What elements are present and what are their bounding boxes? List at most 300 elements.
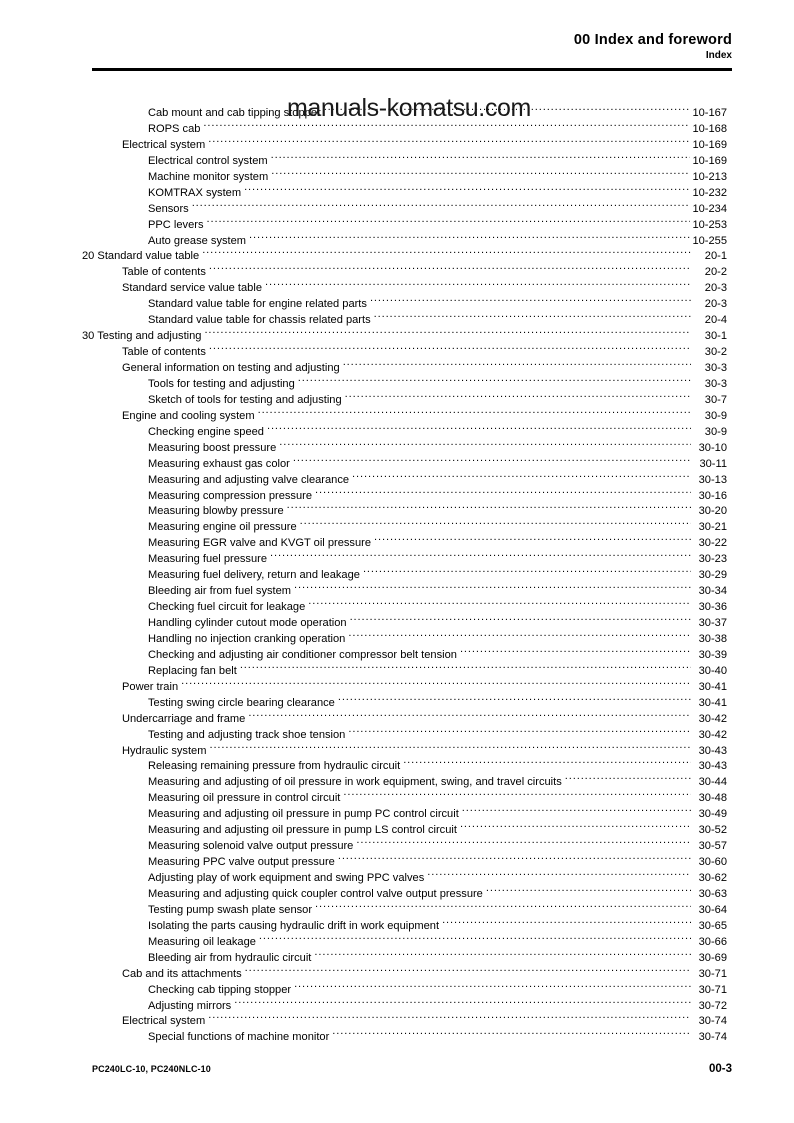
toc-entry[interactable] [0, 295, 794, 311]
toc-entry-label: Measuring and adjusting oil pressure in pump PC control circuit [148, 808, 459, 821]
toc-entry[interactable] [0, 359, 794, 375]
toc-leader-dots [352, 471, 691, 483]
toc-entry[interactable] [0, 152, 794, 168]
toc-entry-label: ROPS cab [148, 122, 201, 135]
toc-leader-dots [287, 502, 691, 514]
toc-entry-label: Measuring fuel delivery, return and leakage [148, 569, 360, 582]
toc-entry-page-number: 30-29 [698, 569, 727, 582]
toc-entry-page-number: 30-10 [698, 441, 727, 454]
toc-entry-page-number: 30-71 [698, 967, 727, 980]
toc-entry-inner [148, 630, 727, 646]
toc-entry-inner [148, 726, 727, 742]
toc-entry-label: Power train [122, 680, 179, 693]
toc-entry-page-number: 10-234 [692, 202, 727, 215]
toc-entry-label: Measuring fuel pressure [148, 553, 268, 566]
toc-entry[interactable] [0, 120, 794, 136]
toc-entry[interactable] [0, 104, 794, 120]
toc-leader-dots [343, 789, 691, 801]
toc-entry-inner [122, 407, 727, 423]
toc-entry[interactable] [0, 821, 794, 837]
toc-leader-dots [267, 423, 691, 435]
toc-entry-label: Measuring oil leakage [148, 935, 256, 948]
toc-entry-inner [148, 949, 727, 965]
toc-entry-inner [148, 853, 727, 869]
toc-entry-inner [148, 152, 727, 168]
toc-entry-label: PPC levers [148, 218, 204, 231]
toc-leader-dots [460, 646, 691, 658]
toc-entry-inner [148, 375, 727, 391]
toc-entry-page-number: 30-39 [698, 648, 727, 661]
toc-leader-dots [234, 997, 691, 1009]
toc-entry-label: Special functions of machine monitor [148, 1031, 330, 1044]
toc-leader-dots [338, 853, 691, 865]
toc-entry-label: Standard value table for chassis related parts [148, 314, 371, 327]
toc-entry-inner [148, 487, 727, 503]
toc-entry-page-number: 30-48 [698, 792, 727, 805]
toc-entry[interactable] [0, 1028, 794, 1044]
toc-leader-dots [332, 1028, 691, 1040]
toc-entry-label: Measuring EGR valve and KVGT oil pressure [148, 537, 372, 550]
toc-leader-dots [427, 869, 691, 881]
toc-entry-label: Standard service value table [122, 282, 262, 295]
toc-leader-dots [293, 455, 691, 467]
toc-leader-dots [314, 949, 691, 961]
toc-entry-page-number: 20-3 [704, 298, 727, 311]
toc-entry-label: Testing and adjusting track shoe tension [148, 728, 346, 741]
toc-entry-label: Tools for testing and adjusting [148, 377, 295, 390]
toc-entry-label: Sensors [148, 202, 189, 215]
header-title: 00 Index and foreword [573, 32, 732, 48]
toc-leader-dots [343, 359, 691, 371]
toc-entry-page-number: 30-3 [704, 377, 727, 390]
toc-entry-inner [122, 263, 727, 279]
toc-entry-inner [122, 965, 727, 981]
toc-entry[interactable] [0, 582, 794, 598]
toc-leader-dots [486, 885, 691, 897]
toc-entry[interactable] [0, 853, 794, 869]
table-of-contents [0, 104, 794, 1044]
toc-entry-page-number: 30-1 [704, 330, 727, 343]
toc-entry[interactable] [0, 423, 794, 439]
toc-leader-dots [192, 200, 691, 212]
header-subtitle: Index [705, 50, 732, 61]
toc-entry-label: Measuring oil pressure in control circuit [148, 792, 341, 805]
toc-entry-label: Measuring boost pressure [148, 441, 277, 454]
toc-entry[interactable] [0, 263, 794, 279]
toc-leader-dots [209, 343, 691, 355]
toc-entry[interactable] [0, 981, 794, 997]
toc-leader-dots [294, 981, 691, 993]
page-footer [92, 1063, 732, 1075]
toc-entry-label: Bleeding air from hydraulic circuit [148, 951, 312, 964]
toc-entry[interactable] [0, 917, 794, 933]
toc-entry[interactable] [0, 773, 794, 789]
toc-entry-page-number: 30-43 [698, 760, 727, 773]
toc-entry[interactable] [0, 247, 794, 263]
header-divider [92, 68, 732, 71]
toc-entry-page-number: 30-7 [704, 393, 727, 406]
toc-entry-inner [148, 311, 727, 327]
toc-entry-inner [148, 646, 727, 662]
toc-entry[interactable] [0, 550, 794, 566]
toc-leader-dots [258, 407, 691, 419]
toc-entry[interactable] [0, 487, 794, 503]
toc-entry[interactable] [0, 837, 794, 853]
toc-entry[interactable] [0, 662, 794, 678]
toc-entry-label: Table of contents [122, 266, 206, 279]
toc-entry-page-number: 30-49 [698, 808, 727, 821]
toc-entry-page-number: 20-3 [704, 282, 727, 295]
toc-entry[interactable] [0, 327, 794, 343]
toc-entry[interactable] [0, 933, 794, 949]
toc-entry-inner [148, 391, 727, 407]
toc-entry-label: Electrical system [122, 1015, 206, 1028]
toc-entry-inner [148, 885, 727, 901]
toc-leader-dots [245, 965, 691, 977]
toc-leader-dots [370, 295, 691, 307]
toc-entry-inner [122, 279, 727, 295]
toc-entry-page-number: 20-1 [704, 250, 727, 263]
toc-entry-page-number: 30-9 [704, 425, 727, 438]
toc-leader-dots [374, 311, 691, 323]
toc-entry[interactable] [0, 710, 794, 726]
footer-model: PC240LC-10, PC240NLC-10 [92, 1064, 211, 1074]
toc-entry[interactable] [0, 136, 794, 152]
toc-entry-page-number: 30-21 [698, 521, 727, 534]
toc-entry-label: Testing swing circle bearing clearance [148, 696, 335, 709]
toc-entry-label: Releasing remaining pressure from hydraulic circuit [148, 760, 401, 773]
toc-entry-label: Measuring exhaust gas color [148, 457, 290, 470]
toc-entry-page-number: 30-22 [698, 537, 727, 550]
toc-entry-inner [122, 678, 727, 694]
toc-entry-inner [122, 742, 727, 758]
toc-entry-label: Checking cab tipping stopper [148, 983, 292, 996]
toc-leader-dots [348, 630, 691, 642]
toc-entry[interactable] [0, 694, 794, 710]
toc-entry-inner [148, 917, 727, 933]
toc-leader-dots [345, 391, 691, 403]
toc-entry-label: Adjusting mirrors [148, 999, 232, 1012]
toc-entry-inner [148, 694, 727, 710]
toc-entry[interactable] [0, 200, 794, 216]
toc-entry-inner [148, 869, 727, 885]
toc-entry-label: Measuring solenoid valve output pressure [148, 840, 354, 853]
toc-entry[interactable] [0, 614, 794, 630]
toc-entry-label: Measuring PPC valve output pressure [148, 856, 335, 869]
toc-entry-page-number: 10-169 [692, 138, 727, 151]
toc-entry-page-number: 10-167 [692, 107, 727, 119]
toc-leader-dots [249, 232, 690, 244]
toc-entry-page-number: 10-168 [692, 122, 727, 135]
toc-entry-label: Electrical system [122, 138, 206, 151]
toc-entry-page-number: 30-13 [698, 473, 727, 486]
toc-entry-page-number: 30-3 [704, 362, 727, 374]
toc-entry-inner [148, 232, 727, 248]
toc-entry[interactable] [0, 598, 794, 614]
toc-entry-label: Auto grease system [148, 234, 247, 247]
toc-entry-page-number: 20-4 [704, 314, 727, 327]
toc-leader-dots [294, 582, 691, 594]
toc-entry[interactable] [0, 742, 794, 758]
toc-leader-dots [209, 742, 691, 754]
toc-leader-dots [259, 933, 691, 945]
toc-leader-dots [460, 821, 691, 833]
toc-entry-inner [148, 534, 727, 550]
toc-entry-page-number: 30-40 [698, 664, 727, 677]
toc-entry-page-number: 30-36 [698, 601, 727, 614]
toc-entry-label: General information on testing and adjusting [122, 362, 340, 374]
toc-entry-page-number: 30-62 [698, 872, 727, 884]
toc-leader-dots [279, 439, 691, 451]
toc-entry-page-number: 30-52 [698, 824, 727, 837]
toc-leader-dots [363, 566, 691, 578]
toc-leader-dots [462, 805, 691, 817]
toc-entry-page-number: 30-66 [698, 935, 727, 948]
toc-entry-label: Undercarriage and frame [122, 712, 246, 725]
toc-entry-inner [148, 502, 727, 518]
toc-entry-page-number: 10-255 [692, 234, 727, 247]
toc-entry[interactable] [0, 375, 794, 391]
toc-entry-label: Engine and cooling system [122, 409, 255, 422]
toc-leader-dots [348, 726, 691, 738]
toc-entry-page-number: 30-63 [698, 887, 727, 900]
toc-leader-dots [248, 710, 691, 722]
toc-entry-inner [148, 662, 727, 678]
toc-leader-dots [181, 678, 691, 690]
toc-entry-page-number: 10-232 [692, 186, 727, 199]
toc-entry-page-number: 30-16 [698, 489, 727, 502]
toc-leader-dots [300, 518, 691, 530]
toc-leader-dots [203, 120, 690, 132]
toc-entry-page-number: 30-23 [698, 553, 727, 566]
toc-entry-label: Checking engine speed [148, 425, 264, 438]
toc-entry[interactable] [0, 184, 794, 200]
toc-leader-dots [271, 152, 691, 164]
footer-page-number: 00-3 [708, 1063, 732, 1075]
toc-entry-inner [148, 439, 727, 455]
toc-entry[interactable] [0, 901, 794, 917]
toc-entry-label: Checking and adjusting air conditioner compressor belt tension [148, 648, 457, 661]
toc-entry[interactable] [0, 439, 794, 455]
toc-leader-dots [324, 104, 691, 116]
toc-leader-dots [308, 598, 691, 610]
toc-leader-dots [271, 168, 690, 180]
watermark-text: manuals-komatsu.com [287, 94, 531, 122]
toc-entry-inner [82, 247, 727, 263]
toc-leader-dots [207, 216, 691, 228]
toc-entry-inner [148, 120, 727, 136]
toc-leader-dots [356, 837, 691, 849]
toc-entry[interactable] [0, 630, 794, 646]
toc-entry-label: Adjusting play of work equipment and swing PPC valves [148, 872, 425, 884]
toc-entry[interactable] [0, 757, 794, 773]
toc-entry-label: Handling cylinder cutout mode operation [148, 617, 347, 629]
toc-entry-label: Measuring engine oil pressure [148, 521, 297, 534]
toc-entry[interactable] [0, 311, 794, 327]
toc-entry-inner [122, 710, 727, 726]
toc-leader-dots [240, 662, 691, 674]
toc-entry-page-number: 30-74 [698, 1015, 727, 1028]
toc-entry-page-number: 30-41 [698, 680, 727, 693]
toc-entry-page-number: 30-69 [698, 951, 727, 964]
toc-entry-label: Replacing fan belt [148, 664, 237, 677]
toc-entry-inner [148, 1028, 727, 1044]
toc-entry-label: 20 Standard value table [82, 250, 200, 263]
toc-entry-label: Measuring and adjusting of oil pressure in work equipment, swing, and travel circuits [148, 776, 562, 789]
toc-entry-label: Testing pump swash plate sensor [148, 903, 313, 916]
toc-entry-inner [148, 168, 727, 184]
toc-entry-page-number: 30-20 [698, 505, 727, 518]
toc-entry-label: KOMTRAX system [148, 186, 242, 199]
toc-entry[interactable] [0, 566, 794, 582]
toc-entry-page-number: 30-34 [698, 585, 727, 598]
toc-entry-label: Checking fuel circuit for leakage [148, 601, 306, 614]
toc-leader-dots [315, 901, 691, 913]
toc-entry-inner [148, 184, 727, 200]
toc-entry-label: Isolating the parts causing hydraulic drift in work equipment [148, 919, 440, 932]
toc-entry-inner [148, 757, 727, 773]
toc-entry-inner [148, 933, 727, 949]
toc-entry-label: Handling no injection cranking operation [148, 632, 346, 645]
toc-entry[interactable] [0, 232, 794, 248]
toc-entry[interactable] [0, 885, 794, 901]
toc-leader-dots [204, 327, 691, 339]
toc-entry[interactable] [0, 455, 794, 471]
toc-entry[interactable] [0, 471, 794, 487]
toc-entry-inner [148, 789, 727, 805]
toc-entry-inner [148, 518, 727, 534]
toc-entry[interactable] [0, 391, 794, 407]
toc-leader-dots [270, 550, 691, 562]
toc-entry-label: Measuring and adjusting valve clearance [148, 473, 350, 486]
toc-entry-inner [148, 997, 727, 1013]
toc-entry-page-number: 30-71 [698, 983, 727, 996]
toc-entry-page-number: 10-213 [692, 170, 727, 183]
toc-entry-inner [148, 901, 727, 917]
toc-leader-dots [298, 375, 691, 387]
toc-leader-dots [374, 534, 691, 546]
toc-entry-page-number: 30-37 [698, 617, 727, 629]
toc-entry-inner [122, 343, 727, 359]
toc-entry-page-number: 30-42 [698, 728, 727, 741]
toc-entry[interactable] [0, 168, 794, 184]
toc-entry-label: Measuring blowby pressure [148, 505, 284, 518]
toc-entry[interactable] [0, 789, 794, 805]
toc-entry[interactable] [0, 518, 794, 534]
toc-entry-inner [82, 327, 727, 343]
toc-entry-page-number: 30-60 [698, 856, 727, 869]
toc-entry-page-number: 30-72 [698, 999, 727, 1012]
toc-entry-label: Cab mount and cab tipping stopper [148, 107, 321, 119]
toc-entry-inner [148, 582, 727, 598]
toc-leader-dots [208, 136, 690, 148]
toc-entry-page-number: 10-253 [692, 218, 727, 231]
toc-entry[interactable] [0, 805, 794, 821]
toc-entry-label: Hydraulic system [122, 744, 207, 757]
toc-entry-inner [148, 216, 727, 232]
toc-entry-page-number: 30-74 [698, 1031, 727, 1044]
toc-leader-dots [208, 1012, 691, 1024]
toc-entry-label: Table of contents [122, 346, 206, 359]
toc-entry[interactable] [0, 279, 794, 295]
toc-entry[interactable] [0, 949, 794, 965]
page-header [92, 32, 732, 62]
toc-entry-inner [122, 1012, 727, 1028]
toc-leader-dots [442, 917, 691, 929]
toc-leader-dots [315, 487, 691, 499]
toc-entry[interactable] [0, 997, 794, 1013]
toc-entry-label: 30 Testing and adjusting [82, 330, 202, 343]
toc-entry-inner [148, 805, 727, 821]
toc-leader-dots [265, 279, 691, 291]
toc-entry-label: Sketch of tools for testing and adjusting [148, 393, 342, 406]
toc-entry-inner [148, 550, 727, 566]
toc-entry-inner [148, 598, 727, 614]
toc-entry[interactable] [0, 726, 794, 742]
toc-entry-page-number: 30-11 [699, 457, 727, 470]
toc-entry-page-number: 30-64 [698, 903, 727, 916]
toc-entry[interactable] [0, 502, 794, 518]
toc-entry-page-number: 30-9 [704, 409, 727, 422]
toc-entry[interactable] [0, 678, 794, 694]
toc-entry-label: Machine monitor system [148, 170, 269, 183]
toc-leader-dots [338, 694, 691, 706]
toc-leader-dots [350, 614, 691, 626]
toc-entry[interactable] [0, 1012, 794, 1028]
toc-entry-inner [148, 104, 727, 120]
toc-entry-page-number: 30-41 [698, 696, 727, 709]
toc-leader-dots [244, 184, 690, 196]
toc-entry-inner [148, 455, 727, 471]
toc-leader-dots [565, 773, 691, 785]
toc-entry[interactable] [0, 407, 794, 423]
toc-entry-page-number: 30-43 [698, 744, 727, 757]
toc-entry-page-number: 30-57 [698, 840, 727, 853]
toc-entry-label: Measuring compression pressure [148, 489, 313, 502]
toc-entry-inner [148, 614, 727, 630]
toc-entry-inner [148, 423, 727, 439]
toc-entry-inner [148, 821, 727, 837]
toc-entry-inner [148, 295, 727, 311]
toc-entry-page-number: 20-2 [704, 266, 727, 279]
toc-entry[interactable] [0, 869, 794, 885]
toc-entry-page-number: 10-169 [692, 154, 727, 167]
toc-entry-page-number: 30-44 [698, 776, 727, 789]
toc-entry-page-number: 30-2 [704, 346, 727, 359]
toc-entry-inner [148, 837, 727, 853]
toc-entry-inner [148, 200, 727, 216]
toc-entry-inner [122, 359, 727, 375]
toc-leader-dots [403, 757, 691, 769]
toc-entry-inner [148, 773, 727, 789]
toc-entry[interactable] [0, 646, 794, 662]
toc-entry[interactable] [0, 216, 794, 232]
toc-entry-inner [122, 136, 727, 152]
toc-entry-label: Cab and its attachments [122, 967, 242, 980]
toc-entry-page-number: 30-38 [698, 632, 727, 645]
toc-leader-dots [209, 263, 691, 275]
toc-entry-page-number: 30-65 [698, 919, 727, 932]
toc-entry-label: Measuring and adjusting quick coupler control valve output pressure [148, 887, 483, 900]
toc-entry[interactable] [0, 534, 794, 550]
toc-entry-inner [148, 981, 727, 997]
toc-entry-inner [148, 471, 727, 487]
toc-entry[interactable] [0, 343, 794, 359]
toc-entry-label: Bleeding air from fuel system [148, 585, 292, 598]
toc-entry[interactable] [0, 965, 794, 981]
toc-entry-label: Electrical control system [148, 154, 268, 167]
toc-entry-label: Measuring and adjusting oil pressure in pump LS control circuit [148, 824, 457, 837]
